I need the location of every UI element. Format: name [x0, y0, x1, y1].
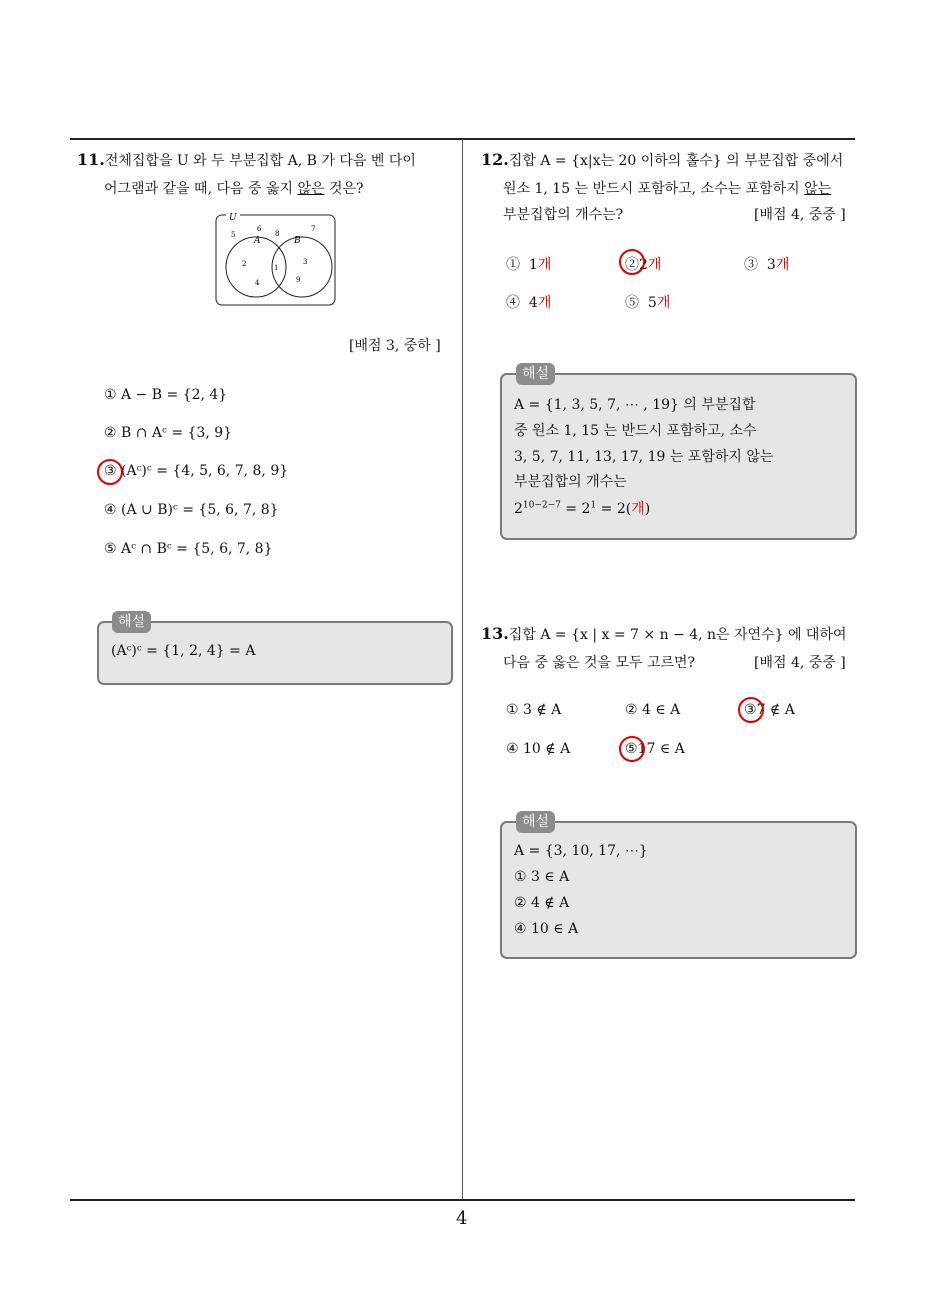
- q13-option-4[interactable]: ④ 10 ∉ A: [506, 741, 571, 757]
- q13-option-1[interactable]: ① 3 ∉ A: [506, 702, 562, 718]
- q11-text-2c: 것은?: [324, 181, 364, 197]
- q11-solution-text: (Aᶜ)ᶜ = {1, 2, 4} = A: [111, 643, 256, 659]
- q13-solution-tag: 해설: [516, 811, 555, 833]
- answer-circle-mark: [97, 459, 123, 485]
- q12-opt4-unit: 개: [537, 295, 552, 311]
- q11-text-2a: 어그램과 같을 때, 다음 중 옳지: [104, 181, 298, 197]
- column-divider: [462, 139, 463, 1201]
- venn-set-b: [272, 237, 332, 297]
- q12-solution-tag: 해설: [516, 363, 555, 385]
- q11-option-1[interactable]: ① A − B = {2, 4}: [104, 387, 228, 403]
- q12-solution-line5: $2^{10-2-7} = 2^1 = 2$(개): [514, 500, 651, 517]
- q12-opt4-num: ④: [506, 295, 520, 311]
- q12-opt2-num: ②: [625, 257, 639, 273]
- q13-opt5-text: 17 ∈ A: [637, 741, 685, 757]
- q11-solution-tag: 해설: [112, 611, 151, 633]
- q11-line2: [104, 178, 364, 198]
- q13-line2: 다음 중 옳은 것을 모두 고르면?: [503, 655, 696, 671]
- q13-solution-line4: ④ 10 ∈ A: [514, 921, 579, 937]
- q12-option-1[interactable]: [506, 254, 551, 274]
- q11-text-1: 전체집합을 U 와 두 부분집합 A, B 가 다음 벤 다이: [104, 153, 416, 169]
- q11-option-5[interactable]: ⑤ Aᶜ ∩ Bᶜ = {5, 6, 7, 8}: [104, 541, 273, 557]
- q12-line2: [503, 178, 831, 198]
- venn-a-4: 4: [255, 279, 260, 287]
- venn-label-a: A: [254, 236, 261, 246]
- q13-opt3-num: ③: [744, 702, 757, 718]
- q13-number: 13.: [481, 624, 509, 643]
- q12-option-5[interactable]: [625, 292, 670, 312]
- q12-sol-end-unit: 개: [631, 501, 645, 517]
- venn-label-b: B: [294, 236, 301, 246]
- page-number: 4: [456, 1208, 468, 1229]
- q12-opt2-val: 2: [639, 257, 648, 273]
- q12-opt1-val: 1: [528, 257, 538, 273]
- q12-solution-line3: 3, 5, 7, 11, 13, 17, 19 는 포함하지 않는: [514, 449, 774, 465]
- q11-option-4[interactable]: ④ (A ∪ B)ᶜ = {5, 6, 7, 8}: [104, 502, 279, 518]
- venn-b-3: 3: [303, 258, 308, 266]
- q12-solution-line4: 부분집합의 개수는: [514, 474, 627, 490]
- venn-out-6: 6: [257, 225, 262, 233]
- venn-out-5: 5: [231, 231, 236, 239]
- venn-b-9: 9: [296, 276, 301, 284]
- q12-solution-line1: A = {1, 3, 5, 7, ⋯ , 19} 의 부분집합: [514, 397, 756, 413]
- q12-opt1-unit: 개: [537, 257, 552, 273]
- q12-sol-end-b: ): [644, 501, 651, 517]
- q13-opt5-num: ⑤: [625, 741, 638, 757]
- q12-opt5-val: 5: [647, 295, 657, 311]
- venn-a-2: 2: [242, 260, 247, 268]
- venn-ab-1: 1: [274, 264, 279, 272]
- q13-text-1: 집합 A = {x | x = 7 × n − 4, n은 자연수} 에 대하여: [508, 627, 847, 643]
- q12-opt3-num: ③: [744, 257, 758, 273]
- q12-line3: 부분집합의 개수는?: [503, 207, 624, 223]
- q12-score: [배점 4, 중중 ]: [754, 207, 846, 223]
- q13-solution-line2: ① 3 ∈ A: [514, 869, 570, 885]
- q13-line1: [481, 624, 847, 644]
- q11-score: [배점 3, 중하 ]: [349, 338, 441, 354]
- q12-option-4[interactable]: [506, 292, 551, 312]
- q12-opt4-val: 4: [528, 295, 538, 311]
- q12-option-3[interactable]: [744, 254, 789, 274]
- q13-opt3-text: 7 ∉ A: [756, 702, 795, 718]
- q12-line1: [481, 150, 843, 170]
- bottom-rule: [70, 1199, 855, 1201]
- q12-text-2b: 않는: [804, 181, 832, 197]
- venn-out-8: 8: [275, 230, 280, 238]
- answer-circle-mark: [619, 249, 645, 275]
- answer-circle-mark: [738, 697, 764, 723]
- q12-opt1-num: ①: [506, 257, 520, 273]
- venn-universe: [216, 215, 335, 305]
- q12-sol-exp1: 10−2−7: [522, 500, 561, 511]
- venn-label-u: U: [229, 213, 237, 223]
- q11-number: 11.: [77, 150, 105, 169]
- q12-opt5-unit: 개: [656, 295, 671, 311]
- q12-number: 12.: [481, 150, 509, 169]
- q13-solution-box: [500, 821, 857, 959]
- q13-score: [배점 4, 중중 ]: [754, 655, 846, 671]
- q13-solution-line3: ② 4 ∉ A: [514, 895, 570, 911]
- q12-text-1: 집합 A = {x|x는 20 이하의 홀수} 의 부분집합 중에서: [508, 153, 844, 169]
- q11-option-3[interactable]: [104, 463, 288, 479]
- q13-option-2[interactable]: ② 4 ∈ A: [625, 702, 681, 718]
- venn-diagram: [214, 212, 338, 308]
- q11-line1: [77, 150, 416, 170]
- q12-sol-end-a: = 2(: [596, 501, 632, 517]
- q11-option-3-text: (Aᶜ)ᶜ = {4, 5, 6, 7, 8, 9}: [121, 463, 289, 479]
- q12-opt3-unit: 개: [775, 257, 790, 273]
- q11-option-2[interactable]: ② B ∩ Aᶜ = {3, 9}: [104, 425, 233, 441]
- venn-out-7: 7: [311, 225, 316, 233]
- q12-solution-line2: 중 원소 1, 15 는 반드시 포함하고, 소수: [514, 423, 757, 439]
- q13-solution-line1: A = {3, 10, 17, ⋯}: [514, 843, 648, 859]
- q12-sol-exp2: 1: [590, 500, 597, 511]
- q12-sol-mid: = 2: [560, 501, 591, 517]
- q11-text-2b: 않은: [297, 181, 325, 197]
- q12-text-2a: 원소 1, 15 는 반드시 포함하고, 소수는 포함하지: [503, 181, 805, 197]
- q12-opt3-val: 3: [766, 257, 776, 273]
- answer-circle-mark: [619, 736, 645, 762]
- q12-opt2-unit: 개: [647, 257, 662, 273]
- q12-opt5-num: ⑤: [625, 295, 639, 311]
- q11-option-3-num: ③: [104, 463, 117, 479]
